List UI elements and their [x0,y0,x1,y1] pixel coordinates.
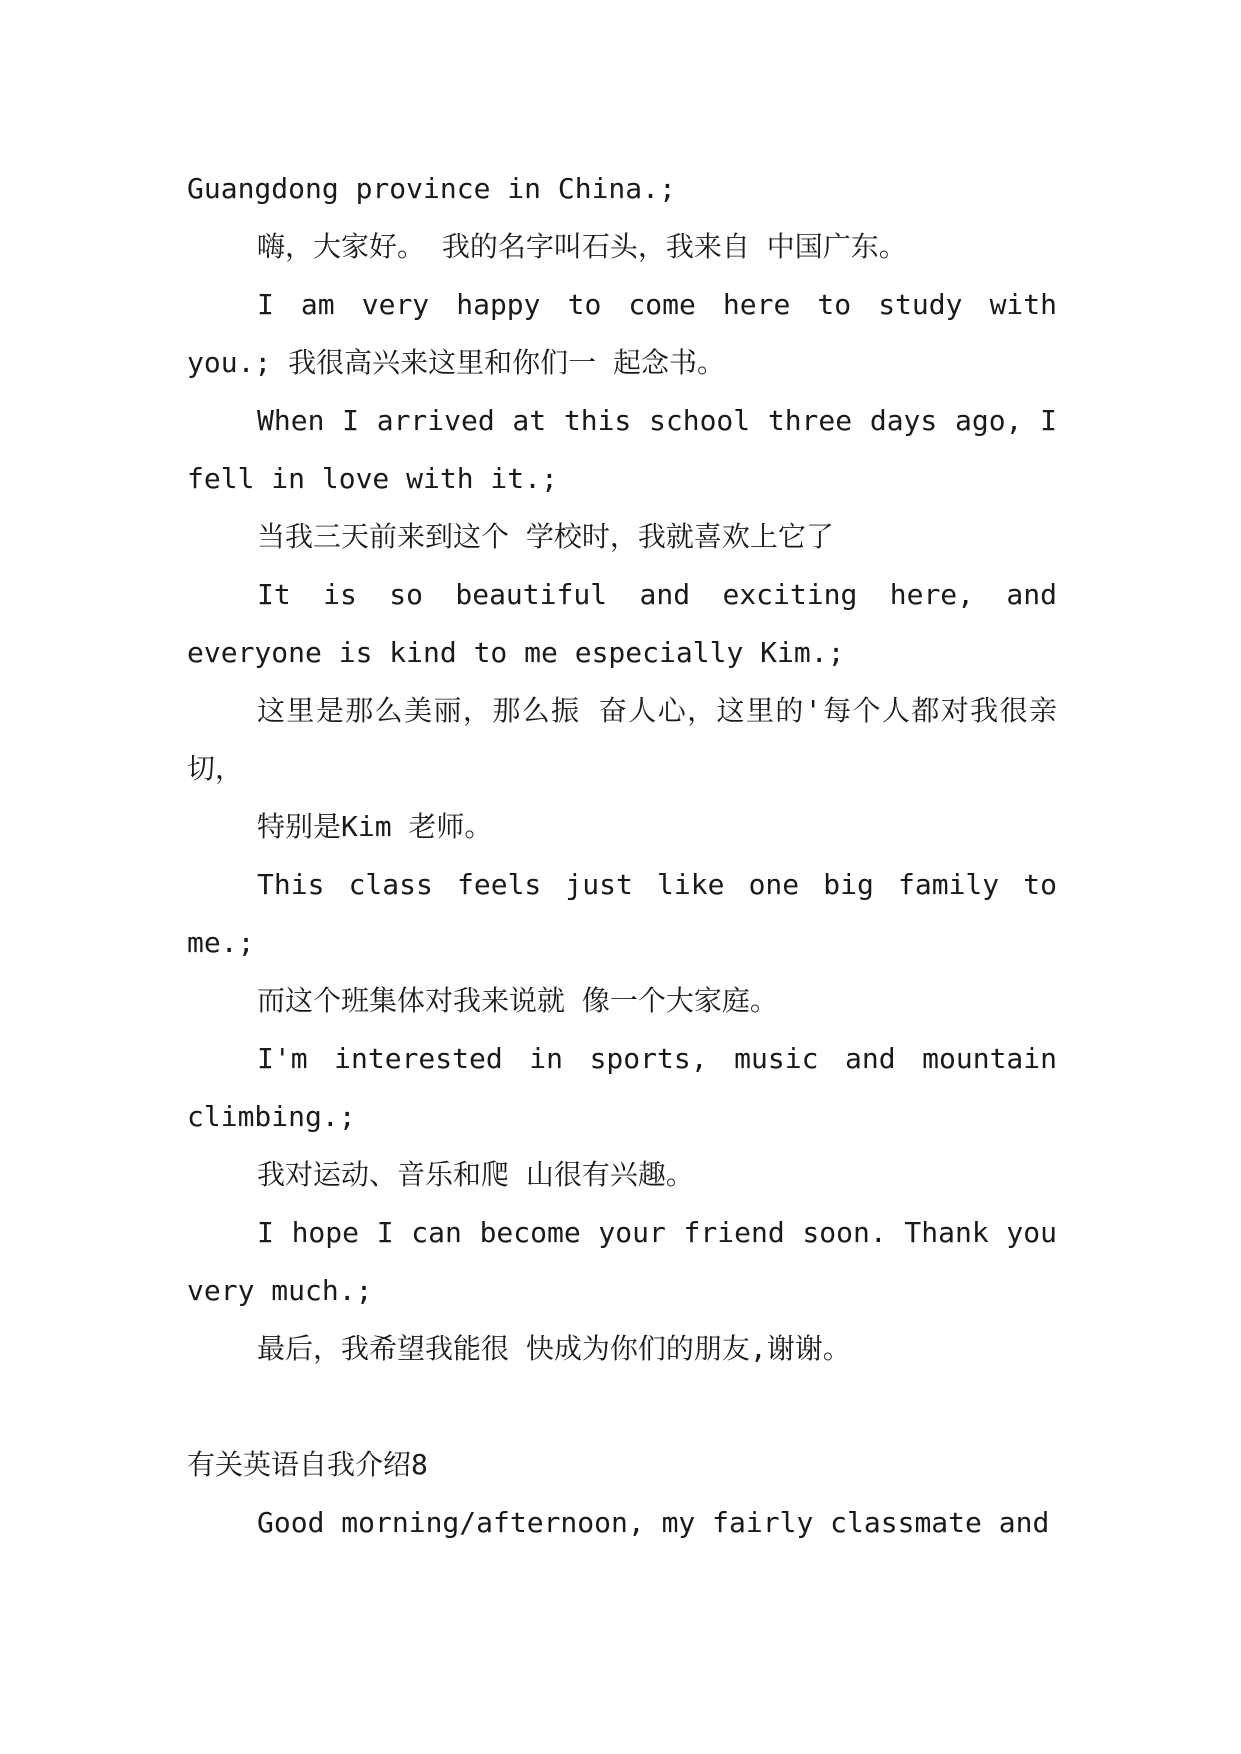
paragraph: 嗨，大家好。 我的名字叫石头，我来自 中国广东。 [257,230,907,263]
section-heading: 有关英语自我介绍8 [187,1448,428,1481]
paragraph: 特别是Kim 老师。 [257,810,493,843]
paragraph: 当我三天前来到这个 学校时，我就喜欢上它了 [257,520,834,553]
paragraph: When I arrived at this school three days ago, I fell in love with it.; [187,404,1057,495]
paragraph: I am very happy to come here to study with you.; 我很高兴来这里和你们一 起念书。 [187,288,1057,379]
paragraph: I hope I can become your friend soon. Thank you very much.; [187,1216,1057,1307]
section-spacer [187,1378,1057,1436]
paragraph: 这里是那么美丽，那么振 奋人心，这里的'每个人都对我很亲切， [187,694,1057,785]
paragraph: 我对运动、音乐和爬 山很有兴趣。 [257,1158,694,1191]
paragraph: It is so beautiful and exciting here, and everyone is kind to me especially Kim.; [187,578,1057,669]
paragraph: Guangdong province in China.; [187,172,676,205]
paragraph: 而这个班集体对我来说就 像一个大家庭。 [257,984,778,1017]
paragraph: Good morning/afternoon, my fairly classmate and [257,1506,1050,1539]
paragraph: This class feels just like one big family to me.; [187,868,1057,959]
document-body [187,160,1057,1552]
paragraph: I'm interested in sports, music and mountain climbing.; [187,1042,1057,1133]
paragraph: 最后，我希望我能很 快成为你们的朋友,谢谢。 [257,1332,851,1365]
